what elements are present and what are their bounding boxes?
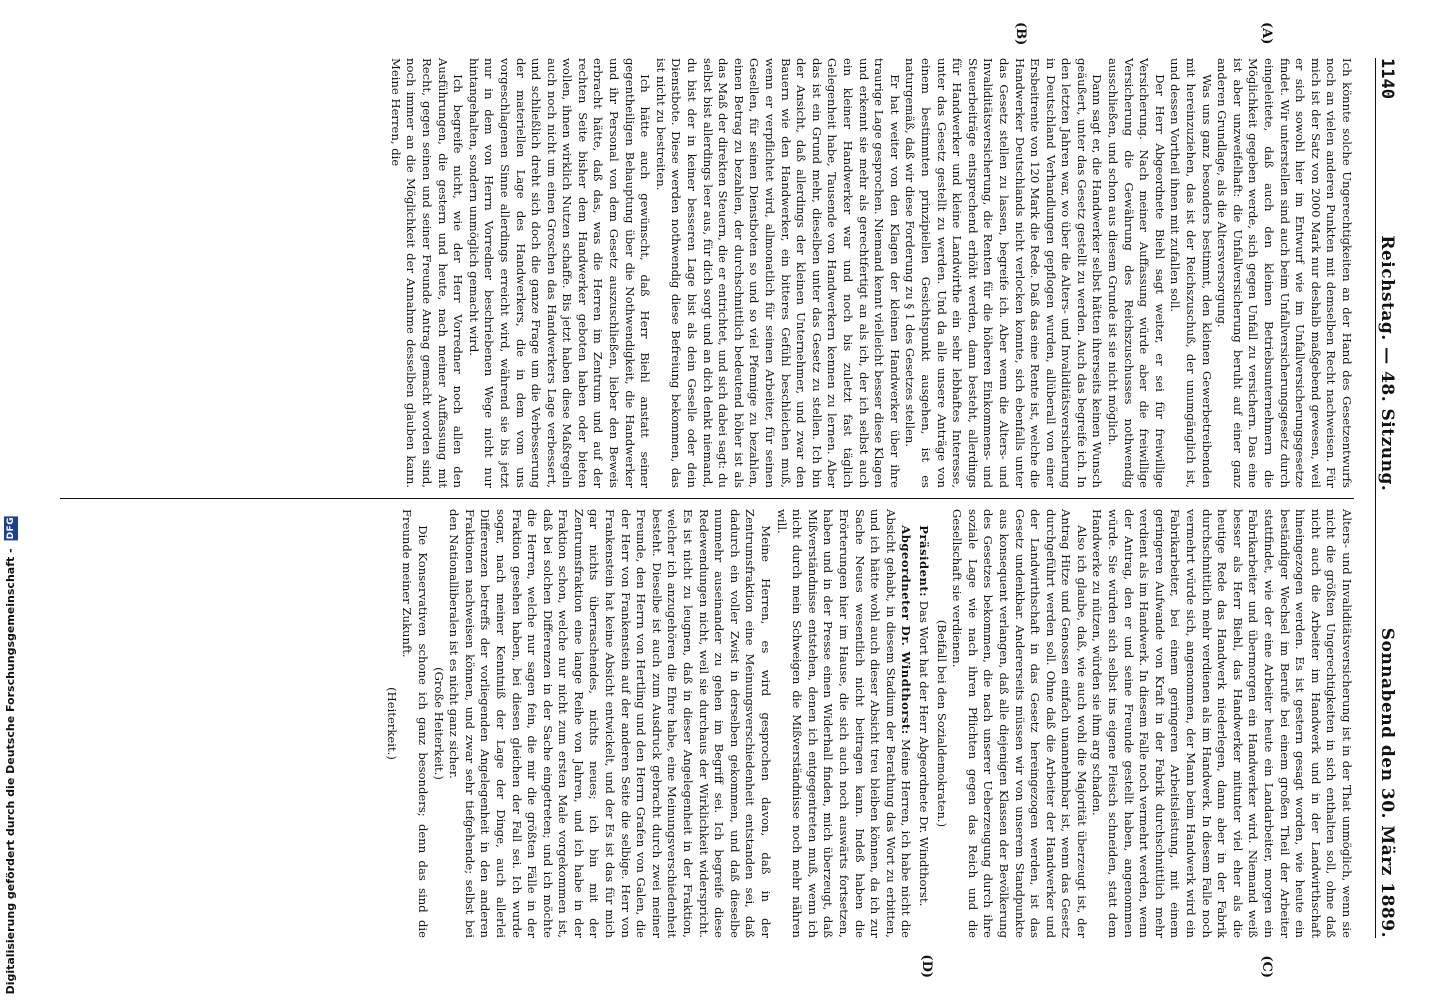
credit-text: Digitalisierung gefördert durch die Deutsche Forschungsgemeinschaft - bbox=[4, 547, 17, 994]
paragraph: Was uns ganz besonders bestimmt, den kleinen Gewerbetreibenden mit hereinzuziehen, das ist der Reichszuschuß, der unumgänglich ist, und dessen Vortheil ihnen mit zufallen soll. bbox=[1168, 58, 1214, 488]
digitization-credit bbox=[4, 516, 18, 994]
margin-marker-b: (B) bbox=[1013, 22, 1028, 46]
paragraph: Der Herr Abgeordnete Biehl sagt weiter, er sei für freiwillige Versicherung. Nach meiner Auffassung würde aber die freiwillige Versicherung die Gewährung des Reichszuschusses nothwendig ausschließen, und schon aus diesem Grunde ist sie nicht möglich. bbox=[1106, 58, 1167, 488]
paragraph: Dann sagt er, die Handwerker selbst hätten ihrerseits keinen Wunsch geäußert, unter das Gesetz gestellt zu werden. Auch das begreife ich. In den letzten Jahren war, wo über die Alters- und Invaliditätsversicherung in Deutschland Verhandlungen gepflogen wurden, allüberall von einer Ersbeitrente von 120 Mark die Rede. Daß das eine Rente ist, welche die Handwerker Deutschlands nicht verlocken konnte, sich ebenfalls unter das Gesetz stellen zu lassen, begreife ich. Aber wenn die Alters- und Invaliditätsversicherung, die Renten für die höheren Einkommens- und Steuerbeiträge entsprechend erhöht werden, dann besteht, allerdings für Handwerker und kleine Landwirthe ein sehr lebhaftes Interesse, unter das Gesetz gestellt zu werden. Und da alle unsere Anträge von einem bestimmten prinzipiellen Gesichtspunkt ausgehen, ist es naturgemäß, daß wir diese Forderung zu § 1 des Gesetzes stellen. bbox=[903, 58, 1105, 488]
dfg-logo: DFG bbox=[6, 516, 16, 540]
left-column bbox=[60, 22, 1354, 498]
windthorst-paragraph bbox=[773, 509, 913, 938]
speech-text: Das Wort hat der Herr Abgeordnete Dr. Windthorst. bbox=[916, 600, 931, 907]
paragraph: Ich hätte auch gewünscht, daß Herr Biehl anstatt seiner gegentheiligen Behauptung über die Nothwendigkeit, die Handwerker und ihr Personal von dem Gesetz auszuschließen, lieber den Beweis erbracht hätte, daß das, was die Herren im Zentrum und auf der rechten Seite bisher dem Handwerker geboten haben oder bieten wollen, ihnen wirklich Nutzen schaffe. Bis jetzt haben diese Maßregeln auch noch nicht um einen Groschen das Handwerkers Lage verbessert, und schließlich dreht sich doch die ganze Frage um die Verbesserung der materiellen Lage des Handwerkers, die in dem vom uns vorgeschlagenen Sinne allerdings erreicht wird, während sie bis jetzt nur in dem von Herrn Vorredner beschriebenen Wege nicht nur hintangehalten, sondern unmöglich gemacht wird. bbox=[466, 58, 653, 488]
speaker-name: Präsident: bbox=[916, 525, 931, 598]
header-title: Reichstag. — 48. Sitzung. bbox=[1377, 235, 1397, 492]
paragraph: Meine Herren, es wird gesprochen davon, daß in der Zentrumsfraktion eine Meinungsverschiedenheit entstanden sei, daß dadurch ein voller Zwist in derselben gekommen, und daß dieselbe nunmehr auseinander zu gehen im Begriff sei. Ich begreife diese Redewendungen nicht, weil sie durchaus der Wirklichkeit widerspricht. Es ist nicht zu leugnen, daß in dieser Angelegenheit in der Fraktion, welcher ich anzugehören die Ehre habe, eine Meinungsverschiedenheit besteht. Dieselbe ist auch zum Ausdruck gebracht durch zwei meiner Freunde, den Herrn von Hertling und den Herrn Grafen von Galen, die der Herr von Frankenstein auf der anderen Seite die selbige. Herr von Frankenstein hat keine Absicht entwickelt, und der Es ist das für mich gar nichts überraschendes, nichts neues; ich bin mit der Zentrumsfraktion eine lange Reihe von Jahren, und ich habe in der Fraktion schon, welche nur nicht zum ersten Male vorgekommen ist, daß bei solchen Differenzen in der Sache eingetreten; und ich möchte die Herren, welche nur sagen fein, die mir die größten Fälle in der Fraktion gesehen haben, bei diesen gleichen der Fall sei. Ich wurde sogar, nach meiner Kenntniß der Lage der Dinge, auch allerlei Differenzen betreffs der vorliegenden Angelegenheit in den anderen Fraktionen nachweisen können, und zwar sehr tiefgehende; selbst bei den Nationalliberalen ist es nicht ganz sicher. bbox=[447, 509, 774, 938]
applause-note: (Große Heiterkeit.) bbox=[431, 667, 446, 780]
text-columns bbox=[60, 22, 1354, 978]
paragraph: Also ich glaube, daß, wie auch wohl die Majorität überzeugt ist, der Antrag Hitze und Genossen einfach unannehmbar ist, wenn das Gesetz durchgeführt werden soll. Ohne daß die Arbeiter der Handwerker und der Landwirthschaft in das Gesetz hereingezogen werden, ist das Gesetz undenkbar. Andererseits müssen wir von unserem Standpunkte aus konsequent verlangen, daß alle diejenigen Klassen der Bevölkerung des Gesetzes bekommen, die nach unserer Ueberzeugung durch ihre soziale Lage wie nach ihren Pflichten gegen das Reich und die Gesellschaft sie verdienen. bbox=[950, 509, 1089, 938]
margin-marker-d: (D) bbox=[919, 954, 934, 978]
margin-marker-a: (A) bbox=[1259, 22, 1274, 45]
right-column bbox=[60, 498, 1354, 978]
applause-note: (Beifall bei den Sozialdemokraten.) bbox=[934, 619, 949, 828]
president-paragraph bbox=[915, 509, 931, 938]
speech-text: Meine Herren, ich habe nicht die Absicht gehabt, in diesem Stadium der Berathung das Wort zu erbitten, und ich hätte wohl auch dieser Absicht treu bleiben können, da ich zur Sache Neues wesentlich nicht beitragen kann. Indeß haben die Erörterungen hier im Hause, die sich auch noch auswärts fortsetzen, haben und in der Presse einen Widerhall finden, mich überzeugt, daß Mißverständnisse entstehen, denen ich entgegentreten muß, wenn ich nicht durch mein Schweigen die Mißverständnisse noch mehr nähren will. bbox=[774, 509, 914, 938]
speaker-name: Abgeordneter Dr. Windthorst: bbox=[899, 525, 914, 735]
paragraph: Ich begreife nicht, wie der Herr Vorredner noch allen den Ausführungen, die gestern und heute, nach meiner Auffassung mit Recht, gegen seinen und seiner Freunde Antrag gemacht worden sind, noch immer an die Möglichkeit der Annahme desselben glauben kann. Meine Herren, die bbox=[388, 58, 466, 488]
page-header bbox=[1375, 58, 1398, 938]
header-date: Sonnabend den 30. März 1889. bbox=[1377, 627, 1397, 938]
paragraph: Ich könnte solche Ungerechtigkeiten an der Hand des Gesetzentwurfs noch an vielen anderen Punkten mit demselben Recht nachweisen. Für mich ist der Satz von 2000 Mark nur deshalb maßgebend gewesen, weil er sich sowohl hier im Entwurf wie im Unfallversicherungsgesetze findet. Wir unterstellen sind auch beim Unfallversicherungsgesetz durch eingeleitete, daß auch den kleinen Betriebsunternehmern die Möglichkeit gegeben werde, sich gegen Unfall zu versichern. Das eine ist aber unzweifelhaft: die Unfallversicherung beruht auf einer ganz anderen Grundlage, als die Altersversorgung. bbox=[1215, 58, 1354, 488]
margin-marker-c: (C) bbox=[1259, 955, 1274, 978]
applause-note: (Heiterkeit.) bbox=[384, 687, 399, 760]
paragraph: Er hat weiter von den Klagen der kleinen Handwerker über ihre traurige Lage gesprochen. Niemand kennt vielleicht besser diese Klagen und erkennt sie mehr als gerechtfertigt an als ich, der ich selbst auch ein kleiner Handwerker war und noch bis zuletzt fast täglich Gelegenheit habe, Tausende von Handwerkern kennen zu lernen. Aber das ist ein Grund mehr, dieselben unter das Gesetz zu stellen. Ich bin der Ansicht, daß allerdings der kleinen Unternehmer, und zwar den Bauern wie den Handwerker, ein bitteres Gefühl beschleichen muß, wenn er verpflichtet wird, allmonatlich für seinen Arbeiter, für seinen Gesellen, für seinen Dienstboten so und so viel Pfennige zu bezahlen, einen Betrag zu bezahlen, der durchschnittlich bedeutend höher ist als das Maß der direkten Steuern, die er entrichtet, und sich dabei sagt: du selbst bist allerdings leer aus, für dich sorgt und an dich denkt niemand, du bist der in keiner besseren Lage bist als dein Geselle oder dein Dienstbote. Diese werden nothwendig diese Befreiung bekommen, das ist nicht zu bestreiten. bbox=[653, 58, 902, 488]
paragraph: Alters- und Invaliditätsversicherung ist in der That unmöglich, wenn sie nicht die größten Ungerechtigkeiten in sich enthalten soll, ohne daß nicht auch die Arbeiter im Handwerk und in der Landwirthschaft hineingezogen werden. Es ist gestern gesagt worden, wie heute ein beständiger Wechsel im Berufe bei einem großen Theil der Arbeiter stattfindet, wie der eine Arbeiter heute ein Landarbeiter, morgen ein Fabrikarbeiter und übermorgen ein Handwerker wird. Niemand weiß besser als Herr Biehl, das Handwerker mitunter viel eher als die heutige Rede das Handwerk niederlegen, dann aber in der Fabrik durchschnittlich mehr verdienen als im Handwerk. In diesem Falle noch vermehrt würde sich, angenommen, der Mann beim Handwerk wird ein Fabrikarbeiter, bei einem geringeren Arbeitsleistung, mit einem geringeren Aufwande von Kraft in der Fabrik durchschnittlich mehr verdient als im Handwerk. In diesem Falle noch vermehrt werden, wenn der Antrag, den er und seine Freunde gestellt haben, angenommen würde. Sie würden sich selbst ins eigene Fleisch schneiden, statt dem Handwerke zu nützen, würden sie ihm arg schaden. bbox=[1090, 509, 1354, 938]
page-number: 1140 bbox=[1377, 58, 1397, 99]
paragraph: Die Konservativen schone ich ganz besonders; denn das sind die Freunde meiner Zukunft. bbox=[400, 509, 430, 938]
